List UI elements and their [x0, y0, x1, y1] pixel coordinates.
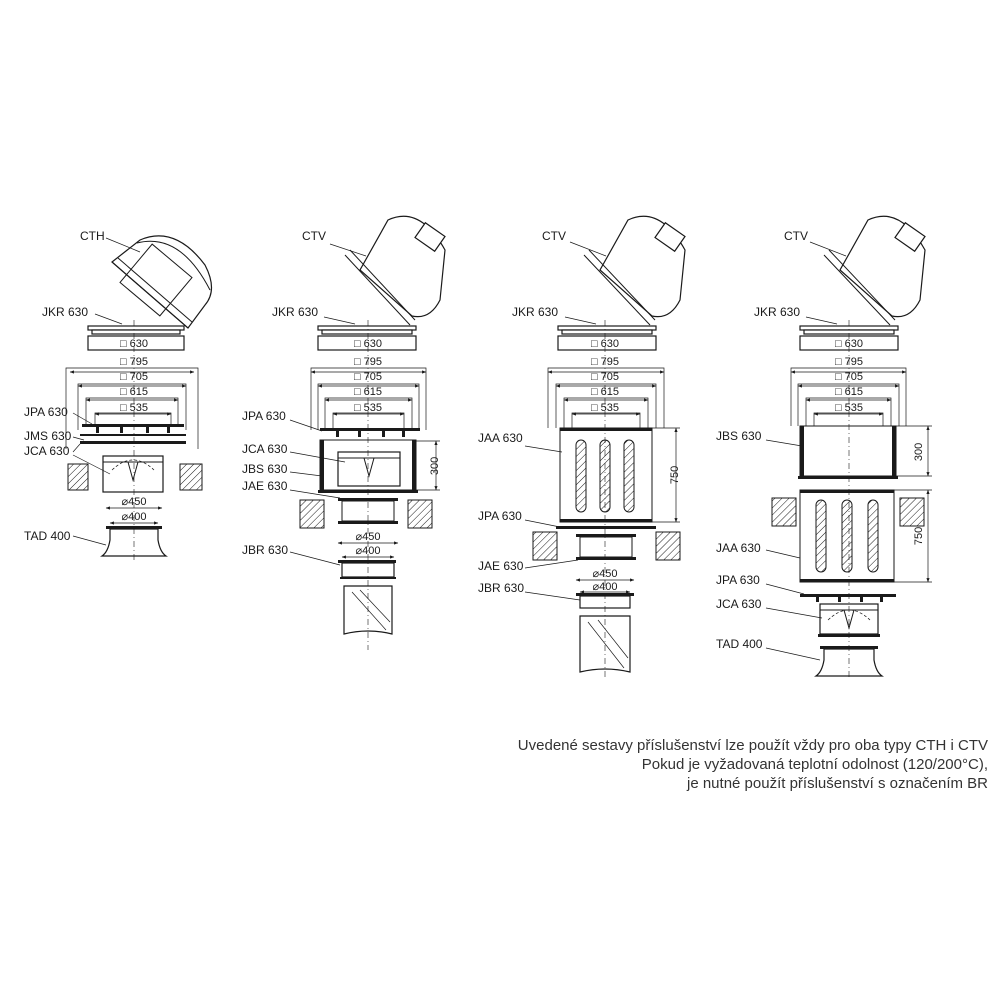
jaa-630 — [560, 428, 652, 522]
dim-height-300: 300 — [913, 442, 925, 462]
label-jae: JAE 630 — [242, 479, 288, 493]
label-jms: JMS 630 — [24, 429, 72, 443]
label-jae: JAE 630 — [478, 559, 524, 573]
dim-400: ⌀400 — [355, 545, 381, 557]
dim-615: □ 615 — [353, 386, 383, 398]
label-jkr: JKR 630 — [42, 305, 89, 319]
label-jbs: JBS 630 — [242, 462, 288, 476]
dim-795: □ 795 — [590, 356, 620, 368]
label-jkr: JKR 630 — [512, 305, 559, 319]
roof-right — [408, 500, 432, 528]
label-jkr: JKR 630 — [272, 305, 319, 319]
note-line-2: Pokud je vyžadovaná teplotní odolnost (120/200°C), — [641, 756, 988, 773]
dim-450: ⌀450 — [592, 568, 618, 580]
roof-right — [180, 464, 202, 490]
assembly-ctv-a — [242, 216, 445, 650]
label-jca: JCA 630 — [716, 597, 762, 611]
dim-630: □ 630 — [590, 338, 620, 350]
dim-795: □ 795 — [119, 356, 149, 368]
dim-535: □ 535 — [590, 402, 620, 414]
dim-535: □ 535 — [353, 402, 383, 414]
dim-705: □ 705 — [119, 371, 149, 383]
dim-630: □ 630 — [353, 338, 383, 350]
roof-left — [300, 500, 324, 528]
jaa-630 — [800, 490, 894, 582]
ctv-fan — [584, 216, 685, 325]
jbr-630 — [338, 560, 396, 579]
dim-615: □ 615 — [590, 386, 620, 398]
note-line-3: je nutné použít příslušenství s označením BR — [687, 775, 988, 792]
note-text — [428, 736, 988, 793]
ctv-fan — [824, 216, 925, 325]
assembly-cth — [24, 229, 212, 560]
dim-535: □ 535 — [119, 402, 149, 414]
jae-630 — [576, 534, 636, 560]
jpa-630 — [556, 526, 656, 529]
dim-705: □ 705 — [834, 371, 864, 383]
label-jpa: JPA 630 — [716, 573, 760, 587]
dim-height-750: 750 — [913, 526, 925, 546]
jpa-630 — [800, 594, 896, 602]
dim-height-300: 300 — [429, 456, 441, 476]
label-jbr: JBR 630 — [242, 543, 289, 557]
roof-left — [772, 498, 796, 526]
cth-fan — [112, 236, 212, 328]
label-tad: TAD 400 — [716, 637, 763, 651]
label-tad: TAD 400 — [24, 529, 71, 543]
label-jca: JCA 630 — [24, 444, 70, 458]
dim-535: □ 535 — [834, 402, 864, 414]
note-line-1: Uvedené sestavy příslušenství lze použít vždy pro oba typy CTH i CTV — [517, 737, 988, 754]
label-jaa: JAA 630 — [478, 431, 523, 445]
roof-left — [68, 464, 88, 490]
label-jaa: JAA 630 — [716, 541, 761, 555]
dim-705: □ 705 — [353, 371, 383, 383]
label-jbs: JBS 630 — [716, 429, 762, 443]
dim-630: □ 630 — [834, 338, 864, 350]
assembly-ctv-b — [478, 216, 685, 680]
jpa-jbs-stack — [318, 428, 420, 493]
label-fan: CTH — [80, 229, 105, 243]
ctv-fan — [345, 216, 445, 325]
label-fan: CTV — [302, 229, 326, 243]
roof-left — [533, 532, 557, 560]
dim-height-750: 750 — [669, 465, 681, 485]
dim-615: □ 615 — [834, 386, 864, 398]
dimension-lines — [791, 368, 932, 582]
roof-right — [656, 532, 680, 560]
jbs-630 — [798, 426, 898, 479]
label-jkr: JKR 630 — [754, 305, 801, 319]
label-fan: CTV — [784, 229, 808, 243]
assembly-ctv-c — [716, 216, 932, 680]
dim-630: □ 630 — [119, 338, 149, 350]
dim-615: □ 615 — [119, 386, 149, 398]
dim-400: ⌀400 — [592, 581, 618, 593]
dim-450: ⌀450 — [355, 531, 381, 543]
label-jpa: JPA 630 — [24, 405, 68, 419]
dim-450: ⌀450 — [121, 496, 147, 508]
dim-795: □ 795 — [353, 356, 383, 368]
dim-705: □ 705 — [590, 371, 620, 383]
dim-400: ⌀400 — [121, 511, 147, 523]
label-jbr: JBR 630 — [478, 581, 525, 595]
label-jpa: JPA 630 — [242, 409, 286, 423]
jpa-jms-jca-stack — [80, 424, 186, 492]
label-jca: JCA 630 — [242, 442, 288, 456]
label-jpa: JPA 630 — [478, 509, 522, 523]
dim-795: □ 795 — [834, 356, 864, 368]
roof-right — [900, 498, 924, 526]
label-fan: CTV — [542, 229, 566, 243]
